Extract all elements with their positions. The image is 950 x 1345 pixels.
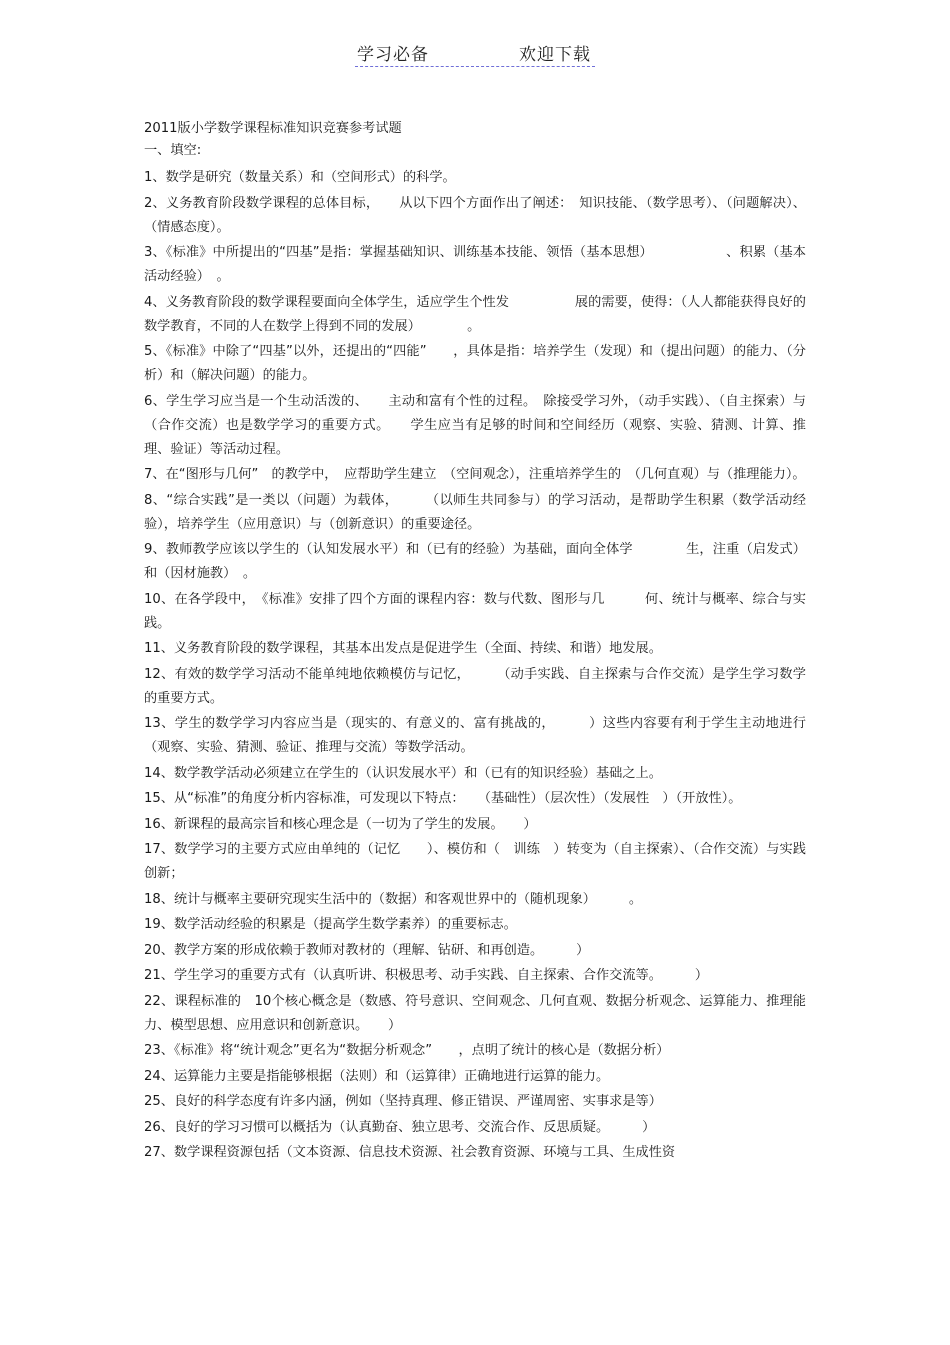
question-item: 6、学生学习应当是一个生动活泼的、 主动和富有个性的过程。 除接受学习外，（动手实践）、（自主探索）与（合作交流）也是数学学习的重要方式。 学生应当有足够的时间和空间经历（观察、实验、猜测、计算、推理、验证）等活动过程。 bbox=[144, 393, 806, 457]
question-item: 16、新课程的最高宗旨和核心理念是（一切为了学生的发展。 ） bbox=[144, 816, 537, 832]
question-item: 24、运算能力主要是指能够根据（法则）和（运算律）正确地进行运算的能力。 bbox=[144, 1068, 610, 1084]
question-item: 4、义务教育阶段的数学课程要面向全体学生，适应学生个性发 展的需要，使得：（人人都能获得良好的数学教育，不同的人在数学上得到不同的发展） 。 bbox=[144, 294, 806, 334]
question-item: 23、《标准》将“统计观念”更名为“数据分析观念” ，点明了统计的核心是（数据分析） bbox=[144, 1043, 670, 1058]
header-left-text: 学习必备 bbox=[357, 45, 429, 65]
document-body bbox=[144, 118, 806, 1167]
question-item: 13、学生的数学学习内容应当是（现实的、有意义的、富有挑战的， ）这些内容要有利于学生主动地进行（观察、实验、猜测、验证、推理与交流）等数学活动。 bbox=[144, 716, 806, 755]
question-item: 26、良好的学习习惯可以概括为（认真勤奋、独立思考、交流合作、反思质疑。 ） bbox=[144, 1119, 656, 1135]
question-item: 27、数学课程资源包括（文本资源、信息技术资源、社会教育资源、环境与工具、生成性资 bbox=[144, 1145, 676, 1160]
question-item: 17、数学学习的主要方式应由单纯的（记忆 ）、模仿和（ 训练 ）转变为（自主探索）、（合作交流）与实践创新； bbox=[144, 842, 806, 881]
section-heading: 一、填空: bbox=[144, 143, 202, 158]
question-item: 1、数学是研究（数量关系）和（空间形式）的科学。 bbox=[144, 170, 456, 185]
question-item: 11、义务教育阶段的数学课程，其基本出发点是促进学生（全面、持续、和谐）地发展。 bbox=[144, 641, 662, 656]
question-item: 22、课程标准的 10个核心概念是（数感、符号意识、空间观念、几何直观、数据分析观念、运算能力、推理能力、模型思想、应用意识和创新意识。 ） bbox=[144, 993, 806, 1033]
question-item: 25、良好的科学态度有许多内涵，例如（坚持真理、修正错误、严谨周密、实事求是等） bbox=[144, 1094, 662, 1109]
question-item: 9、教师教学应该以学生的（认知发展水平）和（已有的经验）为基础，面向全体学 生，注重（启发式）和（因材施教） 。 bbox=[144, 542, 806, 581]
question-item: 15、从“标准”的角度分析内容标准，可发现以下特点： （基础性）（层次性）（发展性 ）（开放性）。 bbox=[144, 791, 742, 806]
question-item: 2、义务教育阶段数学课程的总体目标， 从以下四个方面作出了阐述： 知识技能、（数学思考）、（问题解决）、（情感态度）。 bbox=[144, 195, 806, 235]
document-title: 2011版小学数学课程标准知识竞赛参考试题 bbox=[144, 121, 402, 136]
header-right-text: 欢迎下载 bbox=[519, 45, 591, 65]
question-item: 20、教学方案的形成依赖于教师对教材的（理解、钻研、和再创造。 ） bbox=[144, 942, 590, 958]
question-item: 18、统计与概率主要研究现实生活中的（数据）和客观世界中的（随机现象） 。 bbox=[144, 891, 643, 907]
question-item: 19、数学活动经验的积累是（提高学生数学素养）的重要标志。 bbox=[144, 917, 517, 932]
question-item: 10、在各学段中， 《标准》安排了四个方面的课程内容：数与代数、图形与几 何、统计与概率、综合与实践。 bbox=[144, 591, 806, 631]
question-item: 21、学生学习的重要方式有（认真听讲、积极思考、动手实践、自主探索、合作交流等。 ） bbox=[144, 968, 709, 983]
page-header bbox=[355, 40, 595, 67]
question-item: 8、“综合实践”是一类以（问题）为载体， （以师生共同参与）的学习活动，是帮助学生积累（数学活动经验），培养学生（应用意识）与（创新意识）的重要途径。 bbox=[144, 492, 806, 532]
question-item: 7、在“图形与几何” 的教学中， 应帮助学生建立 （空间观念），注重培养学生的 （几何直观）与（推理能力）。 bbox=[144, 467, 806, 482]
question-item: 5、《标准》中除了“四基”以外，还提出的“四能” ，具体是指：培养学生（发现）和（提出问题）的能力、（分析）和（解决问题）的能力。 bbox=[144, 344, 806, 383]
question-item: 12、有效的数学学习活动不能单纯地依赖模仿与记忆， （动手实践、自主探索与合作交流）是学生学习数学的重要方式。 bbox=[144, 666, 806, 706]
question-item: 3、《标准》中所提出的“四基”是指：掌握基础知识、训练基本技能、领悟（基本思想） 、积累（基本活动经验） 。 bbox=[144, 245, 806, 284]
question-item: 14、数学教学活动必须建立在学生的（认识发展水平）和（已有的知识经验）基础之上。 bbox=[144, 765, 662, 781]
